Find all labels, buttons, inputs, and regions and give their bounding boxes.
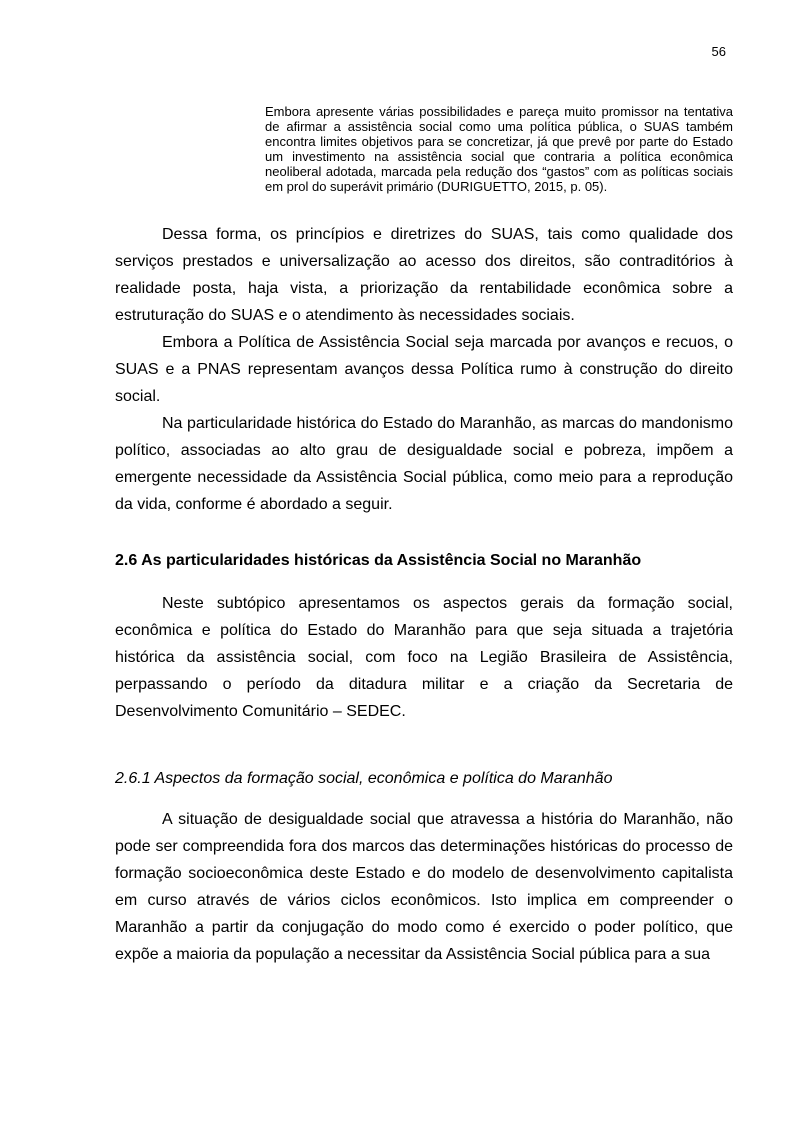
paragraph: A situação de desigualdade social que atravessa a história do Maranhão, não pode ser compreendida fora dos marcos das determinações históricas do processo de formação socioeconômica deste Estado e do modelo de desenvolvimento capitalista em curso através de vários ciclos econômicos. Isto implica em compreender o Maranhão a partir da conjugação do modo como é exercido o poder político, que expõe a maioria da população a necessitar da Assistência Social pública para a sua xyxy=(115,811,733,963)
paragraph: Na particularidade histórica do Estado do Maranhão, as marcas do mandonismo político, associadas ao alto grau de desigualdade social e pobreza, impõem a emergente necessidade da Assistência Social pública, como meio para a reprodução da vida, conforme é abordado a seguir. xyxy=(115,415,733,513)
block-quote: Embora apresente várias possibilidades e pareça muito promissor na tentativa de afirmar a assistência social como uma política pública, o SUAS também encontra limites objetivos para se concretizar, já que prevê por parte do Estado um investimento na assistência social que contraria a política econômica neoliberal adotada, marcada pela redução dos “gastos” com as políticas sociais em prol do superávit primário (DURIGUETTO, 2015, p. 05). xyxy=(265,104,733,194)
paragraph: Embora a Política de Assistência Social seja marcada por avanços e recuos, o SUAS e a PNAS representam avanços dessa Política rumo à construção do direito social. xyxy=(115,334,733,405)
page-body xyxy=(115,104,733,968)
page-number: 56 xyxy=(711,44,726,59)
paragraph: Dessa forma, os princípios e diretrizes do SUAS, tais como qualidade dos serviços prestados e universalização ao acesso dos direitos, são contraditórios à realidade posta, haja vista, a priorização da rentabilidade econômica sobre a estruturação do SUAS e o atendimento às necessidades sociais. xyxy=(115,226,733,324)
subsection-heading: 2.6.1 Aspectos da formação social, econômica e política do Maranhão xyxy=(115,770,613,787)
section-heading: 2.6 As particularidades históricas da Assistência Social no Maranhão xyxy=(115,552,642,569)
paragraph: Neste subtópico apresentamos os aspectos gerais da formação social, econômica e política do Estado do Maranhão para que seja situada a trajetória histórica da assistência social, com foco na Legião Brasileira de Assistência, perpassando o período da ditadura militar e a criação da Secretaria de Desenvolvimento Comunitário – SEDEC. xyxy=(115,595,733,720)
